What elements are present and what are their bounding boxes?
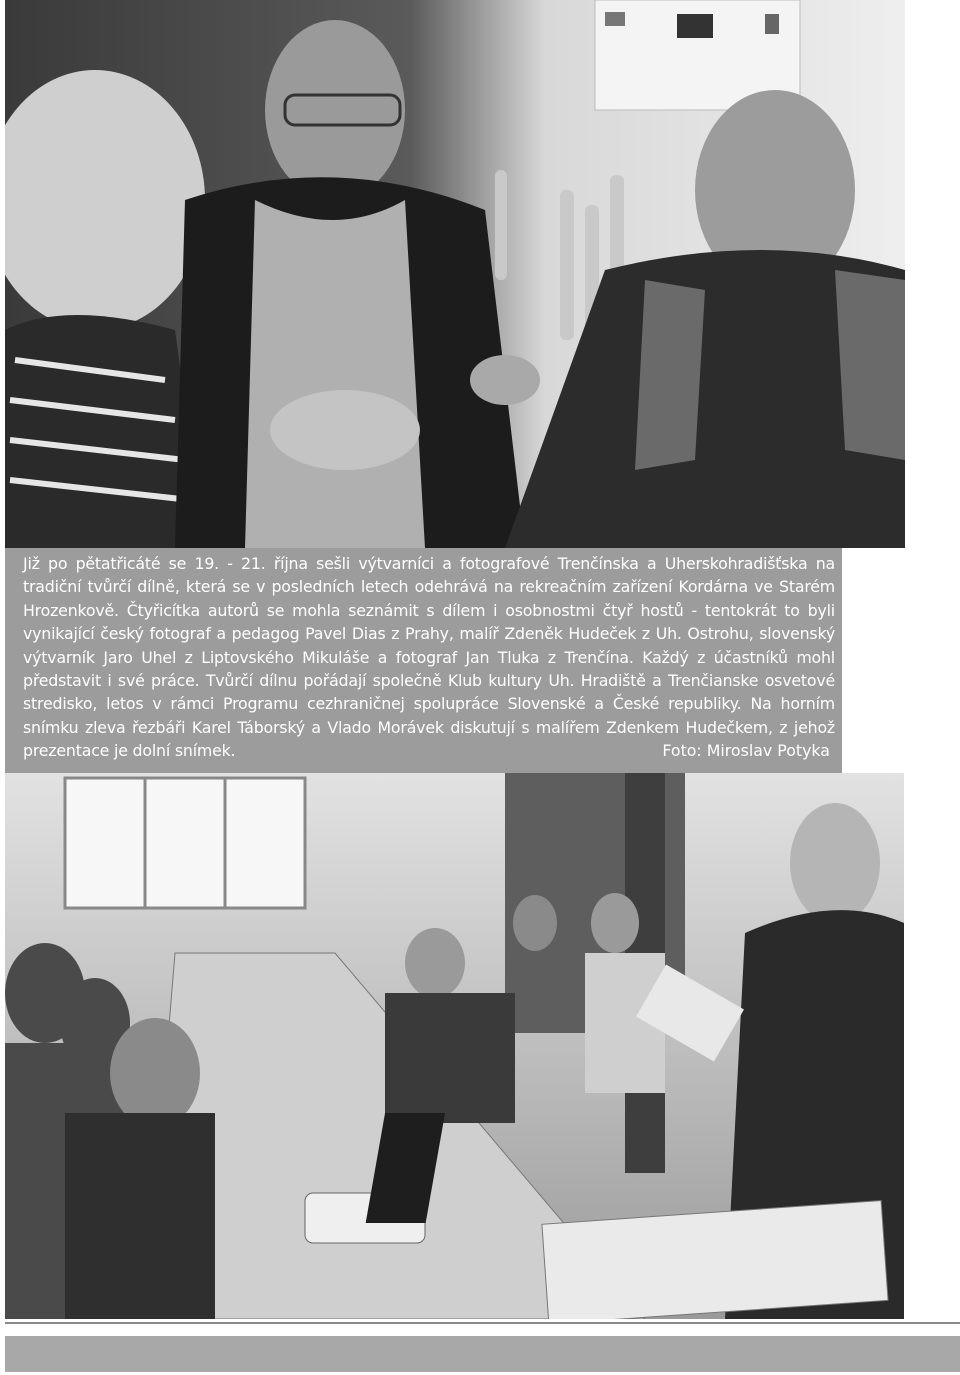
divider-line bbox=[5, 1322, 960, 1324]
page-margin bbox=[905, 0, 960, 548]
caption-text: Již po pětatřicáté se 19. - 21. října sešli výtvarníci a fotografové Trenčínska a Uherskohradišťska na tradiční tvůrčí dílně, která se v posledních letech odehrává na rekreačním zařízení Kordárna ve Starém Hrozenkově. Čtyřicítka autorů se mohla seznámit s dílem i osobnostmi čtyř hostů - tentokrát to byli vynikající český fotograf a pedagog Pavel Dias z Prahy, malíř Zdeněk Hudeček z Uh. Ostrohu, slovenský výtvarník Jaro Uhel z Liptovského Mikuláše a fotograf Jan Tluka z Trenčína. Každý z účastníků mohl představit i své práce. Tvůrčí dílnu pořádají společně Klub kultury Uh. Hradiště a Trenčianske osvetové stredisko, letos v rámci Programu cezhraničnej spolupráce Slovenské a České republiky. Na horním snímku zleva řezbáři Karel Táborský a Vlado Morávek diskutují s malířem Zdenkem Hudečkem, z jehož prezentace je dolní snímek. bbox=[23, 554, 835, 761]
bottom-photo-image bbox=[5, 773, 904, 1319]
footer-bar bbox=[5, 1336, 960, 1372]
top-photo-image bbox=[5, 0, 905, 548]
caption-box bbox=[5, 548, 842, 773]
top-photo bbox=[5, 0, 905, 548]
photo-credit: Foto: Miroslav Potyka bbox=[662, 741, 830, 760]
bottom-photo bbox=[5, 773, 904, 1319]
